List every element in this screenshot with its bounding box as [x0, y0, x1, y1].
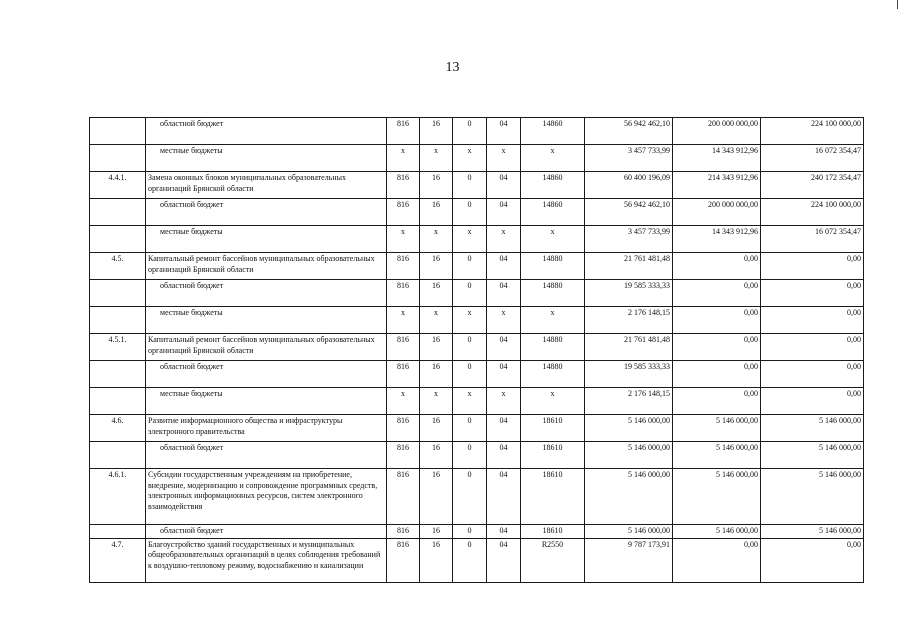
code-rz: x: [420, 226, 453, 253]
code-pr: x: [453, 145, 487, 172]
code-rz: 16: [420, 415, 453, 442]
row-number: [90, 361, 146, 388]
row-name: местные бюджеты: [146, 145, 387, 172]
code-csr: 18610: [521, 415, 585, 442]
row-number: [90, 118, 146, 145]
table-row: [90, 307, 864, 334]
code-csr: 18610: [521, 442, 585, 469]
amount-year-2: 200 000 000,00: [673, 118, 761, 145]
code-pr: 0: [453, 280, 487, 307]
table-row: [90, 442, 864, 469]
table-row: [90, 538, 864, 582]
code-vr: x: [487, 145, 521, 172]
code-vr: 04: [487, 118, 521, 145]
amount-year-2: 5 146 000,00: [673, 415, 761, 442]
code-rz: x: [420, 307, 453, 334]
code-csr: x: [521, 226, 585, 253]
code-csr: 18610: [521, 525, 585, 539]
code-vr: 04: [487, 334, 521, 361]
row-number: [90, 280, 146, 307]
table-row: [90, 334, 864, 361]
table-row: [90, 253, 864, 280]
amount-year-2: 5 146 000,00: [673, 525, 761, 539]
code-rz: 16: [420, 361, 453, 388]
code-rz: 16: [420, 280, 453, 307]
amount-year-3: 0,00: [761, 334, 864, 361]
code-vr: 04: [487, 442, 521, 469]
row-number: [90, 307, 146, 334]
row-number: [90, 226, 146, 253]
table-row: [90, 469, 864, 525]
code-vr: 04: [487, 253, 521, 280]
scan-mark: [897, 0, 898, 9]
amount-year-2: 14 343 912,96: [673, 226, 761, 253]
code-rz: 16: [420, 469, 453, 525]
table-row: [90, 118, 864, 145]
code-pr: x: [453, 307, 487, 334]
amount-year-2: 0,00: [673, 334, 761, 361]
code-grbs: 816: [387, 442, 420, 469]
row-number: [90, 442, 146, 469]
row-number: [90, 145, 146, 172]
table-body: [90, 118, 864, 583]
table-row: [90, 199, 864, 226]
amount-year-1: 5 146 000,00: [585, 525, 673, 539]
code-vr: 04: [487, 525, 521, 539]
row-number: 4.5.: [90, 253, 146, 280]
row-name: Замена оконных блоков муниципальных образовательных организаций Брянской области: [146, 172, 387, 199]
code-pr: 0: [453, 253, 487, 280]
amount-year-1: 2 176 148,15: [585, 388, 673, 415]
code-vr: 04: [487, 415, 521, 442]
amount-year-2: 0,00: [673, 253, 761, 280]
amount-year-3: 0,00: [761, 253, 864, 280]
amount-year-2: 5 146 000,00: [673, 469, 761, 525]
code-pr: 0: [453, 442, 487, 469]
code-rz: 16: [420, 442, 453, 469]
code-csr: 18610: [521, 469, 585, 525]
amount-year-1: 19 585 333,33: [585, 280, 673, 307]
row-name: областной бюджет: [146, 361, 387, 388]
code-grbs: 816: [387, 172, 420, 199]
amount-year-3: 0,00: [761, 307, 864, 334]
code-pr: 0: [453, 172, 487, 199]
amount-year-1: 19 585 333,33: [585, 361, 673, 388]
code-csr: x: [521, 307, 585, 334]
code-grbs: x: [387, 307, 420, 334]
code-grbs: 816: [387, 415, 420, 442]
code-rz: 16: [420, 334, 453, 361]
amount-year-3: 0,00: [761, 538, 864, 582]
amount-year-3: 224 100 000,00: [761, 199, 864, 226]
amount-year-2: 200 000 000,00: [673, 199, 761, 226]
code-csr: x: [521, 145, 585, 172]
code-grbs: x: [387, 145, 420, 172]
code-grbs: 816: [387, 469, 420, 525]
table-row: [90, 226, 864, 253]
code-vr: 04: [487, 469, 521, 525]
code-pr: x: [453, 226, 487, 253]
code-vr: 04: [487, 172, 521, 199]
page-number: 13: [445, 60, 460, 75]
code-grbs: x: [387, 226, 420, 253]
row-name: Развитие информационного общества и инфраструктуры электронного правительства: [146, 415, 387, 442]
amount-year-1: 60 400 196,09: [585, 172, 673, 199]
code-csr: R2550: [521, 538, 585, 582]
row-number: 4.7.: [90, 538, 146, 582]
amount-year-1: 3 457 733,99: [585, 145, 673, 172]
code-vr: x: [487, 307, 521, 334]
amount-year-2: 0,00: [673, 280, 761, 307]
code-csr: x: [521, 388, 585, 415]
table-row: [90, 361, 864, 388]
code-csr: 14860: [521, 172, 585, 199]
code-grbs: 816: [387, 199, 420, 226]
amount-year-1: 5 146 000,00: [585, 442, 673, 469]
code-rz: 16: [420, 538, 453, 582]
code-pr: 0: [453, 118, 487, 145]
row-name: Капитальный ремонт бассейнов муниципальных образовательных организаций Брянской области: [146, 334, 387, 361]
amount-year-3: 240 172 354,47: [761, 172, 864, 199]
row-number: 4.4.1.: [90, 172, 146, 199]
code-rz: 16: [420, 525, 453, 539]
code-csr: 14860: [521, 199, 585, 226]
code-vr: x: [487, 388, 521, 415]
table-row: [90, 172, 864, 199]
row-name: Благоустройство зданий государственных и муниципальных общеобразовательных организаций в целях соблюдения требований к воздушно-тепловому режиму, водоснабжению и канализации: [146, 538, 387, 582]
amount-year-3: 5 146 000,00: [761, 525, 864, 539]
code-csr: 14880: [521, 253, 585, 280]
amount-year-2: 14 343 912,96: [673, 145, 761, 172]
code-rz: 16: [420, 172, 453, 199]
table-row: [90, 415, 864, 442]
row-name: местные бюджеты: [146, 307, 387, 334]
amount-year-2: 0,00: [673, 388, 761, 415]
code-grbs: 816: [387, 280, 420, 307]
amount-year-2: 5 146 000,00: [673, 442, 761, 469]
amount-year-3: 224 100 000,00: [761, 118, 864, 145]
code-csr: 14880: [521, 361, 585, 388]
amount-year-3: 16 072 354,47: [761, 145, 864, 172]
code-grbs: 816: [387, 334, 420, 361]
amount-year-1: 21 761 481,48: [585, 334, 673, 361]
amount-year-1: 3 457 733,99: [585, 226, 673, 253]
code-grbs: 816: [387, 118, 420, 145]
row-name: областной бюджет: [146, 442, 387, 469]
amount-year-3: 5 146 000,00: [761, 442, 864, 469]
amount-year-3: 16 072 354,47: [761, 226, 864, 253]
row-name: областной бюджет: [146, 118, 387, 145]
code-grbs: 816: [387, 538, 420, 582]
amount-year-1: 56 942 462,10: [585, 199, 673, 226]
amount-year-3: 0,00: [761, 280, 864, 307]
code-rz: x: [420, 145, 453, 172]
code-grbs: x: [387, 388, 420, 415]
table-row: [90, 525, 864, 539]
code-csr: 14860: [521, 118, 585, 145]
amount-year-2: 0,00: [673, 307, 761, 334]
code-vr: 04: [487, 361, 521, 388]
code-rz: 16: [420, 253, 453, 280]
code-rz: 16: [420, 199, 453, 226]
code-vr: 04: [487, 280, 521, 307]
row-name: областной бюджет: [146, 280, 387, 307]
amount-year-3: 0,00: [761, 361, 864, 388]
row-name: Субсидии государственным учреждениям на приобретение, внедрение, модернизацию и сопровождение программных средств, электронных информационных ресурсов, систем электронного взаимодействия: [146, 469, 387, 525]
code-pr: 0: [453, 199, 487, 226]
code-csr: 14880: [521, 334, 585, 361]
code-pr: x: [453, 388, 487, 415]
amount-year-1: 56 942 462,10: [585, 118, 673, 145]
code-grbs: 816: [387, 253, 420, 280]
amount-year-1: 5 146 000,00: [585, 415, 673, 442]
code-vr: 04: [487, 199, 521, 226]
amount-year-3: 5 146 000,00: [761, 415, 864, 442]
row-name: местные бюджеты: [146, 388, 387, 415]
amount-year-2: 0,00: [673, 361, 761, 388]
amount-year-1: 2 176 148,15: [585, 307, 673, 334]
code-pr: 0: [453, 525, 487, 539]
amount-year-1: 5 146 000,00: [585, 469, 673, 525]
row-name: областной бюджет: [146, 199, 387, 226]
amount-year-2: 0,00: [673, 538, 761, 582]
amount-year-2: 214 343 912,96: [673, 172, 761, 199]
table-row: [90, 145, 864, 172]
amount-year-1: 21 761 481,48: [585, 253, 673, 280]
row-number: 4.6.: [90, 415, 146, 442]
code-rz: x: [420, 388, 453, 415]
row-name: Капитальный ремонт бассейнов муниципальных образовательных организаций Брянской области: [146, 253, 387, 280]
code-grbs: 816: [387, 361, 420, 388]
code-pr: 0: [453, 334, 487, 361]
table-row: [90, 388, 864, 415]
code-rz: 16: [420, 118, 453, 145]
code-pr: 0: [453, 469, 487, 525]
code-pr: 0: [453, 361, 487, 388]
amount-year-3: 0,00: [761, 388, 864, 415]
table-row: [90, 280, 864, 307]
row-number: 4.5.1.: [90, 334, 146, 361]
budget-table: [89, 117, 864, 583]
row-number: 4.6.1.: [90, 469, 146, 525]
row-number: [90, 525, 146, 539]
code-vr: 04: [487, 538, 521, 582]
row-number: [90, 199, 146, 226]
code-pr: 0: [453, 415, 487, 442]
row-name: областной бюджет: [146, 525, 387, 539]
amount-year-3: 5 146 000,00: [761, 469, 864, 525]
code-vr: x: [487, 226, 521, 253]
code-csr: 14880: [521, 280, 585, 307]
amount-year-1: 9 787 173,91: [585, 538, 673, 582]
row-number: [90, 388, 146, 415]
code-pr: 0: [453, 538, 487, 582]
row-name: местные бюджеты: [146, 226, 387, 253]
code-grbs: 816: [387, 525, 420, 539]
